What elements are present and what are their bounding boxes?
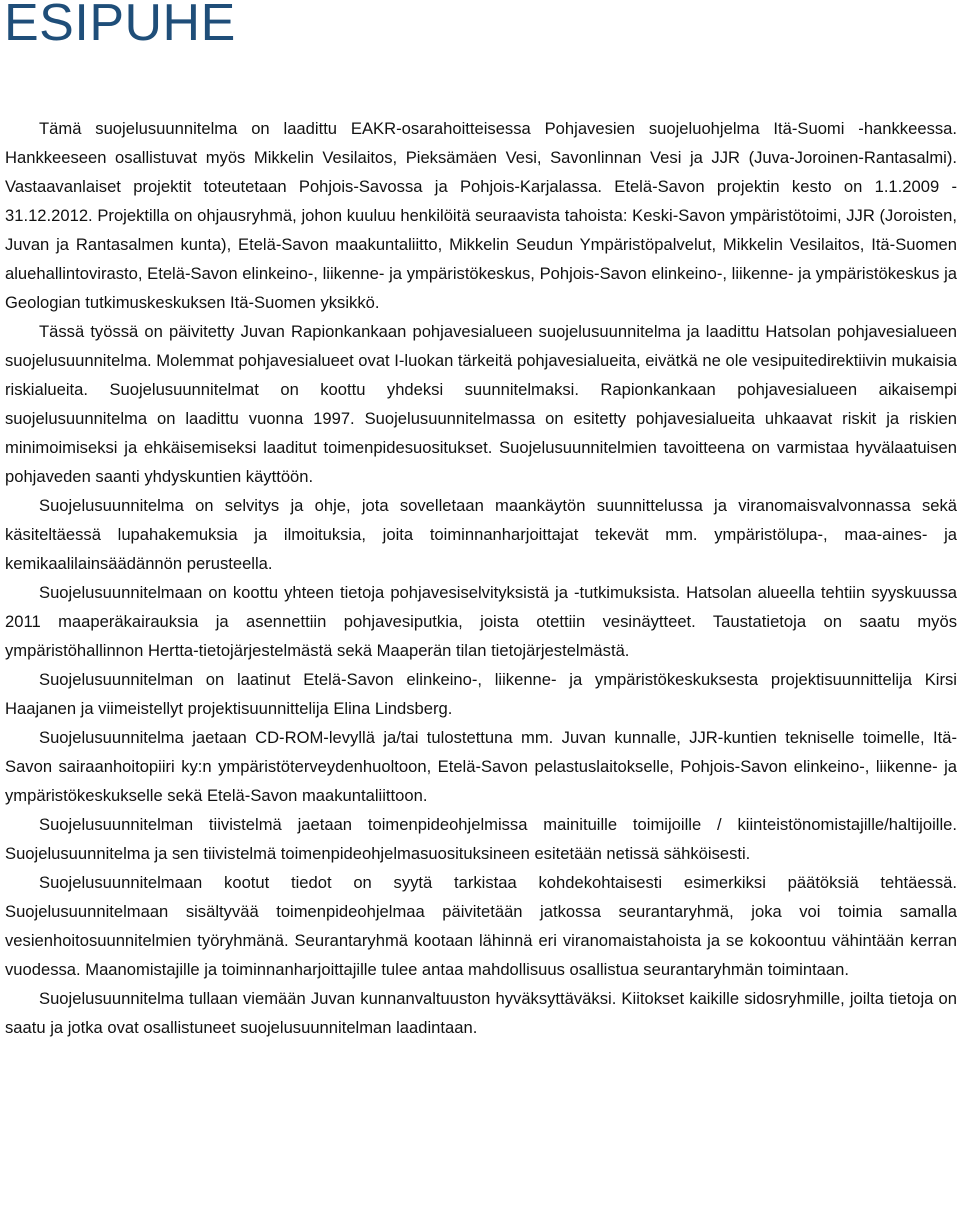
paragraph: Suojelusuunnitelman on laatinut Etelä-Savon elinkeino-, liikenne- ja ympäristökeskuksesta projektisuunnittelija Kirsi Haajanen ja viimeistellyt projektisuunnittelija Elina Lindsberg. <box>5 670 957 718</box>
paragraph: Suojelusuunnitelma tullaan viemään Juvan kunnanvaltuuston hyväksyttäväksi. Kiitokset kaikille sidosryhmille, joilta tietoja on saatu ja jotka ovat osallistuneet suojelusuunnitelman laadintaan. <box>5 989 957 1037</box>
paragraph: Suojelusuunnitelmaan kootut tiedot on syytä tarkistaa kohdekohtaisesti esimerkiksi päätöksiä tehtäessä. Suojelusuunnitelmaan sisältyvää toimenpideohjelmaa päivitetään jatkossa seurantaryhmä, joka voi toimia samalla vesienhoitosuunnitelmien työryhmänä. Seurantaryhmä kootaan lähinnä eri viranomaistahoista ja se kokoontuu vähintään kerran vuodessa. Maanomistajille ja toiminnanharjoittajille tulee antaa mahdollisuus osallistua seurantaryhmän toimintaan. <box>5 873 957 979</box>
paragraph: Suojelusuunnitelma jaetaan CD-ROM-levyllä ja/tai tulostettuna mm. Juvan kunnalle, JJR-kuntien tekniselle toimelle, Itä-Savon sairaanhoitopiiri ky:n ympäristöterveydenhuoltoon, Etelä-Savon pelastuslaitokselle, Pohjois-Savon elinkeino-, liikenne- ja ympäristökeskukselle sekä Etelä-Savon maakuntaliittoon. <box>5 728 957 805</box>
page-title: ESIPUHE <box>4 0 236 52</box>
paragraph: Suojelusuunnitelma on selvitys ja ohje, jota sovelletaan maankäytön suunnittelussa ja viranomaisvalvonnassa sekä käsiteltäessä lupahakemuksia ja ilmoituksia, joita toiminnanharjoittajat tekevät mm. ympäristölupa-, maa-aines- ja kemikaalilainsäädännön perusteella. <box>5 496 957 573</box>
paragraph: Tämä suojelusuunnitelma on laadittu EAKR-osarahoitteisessa Pohjavesien suojeluohjelma Itä-Suomi -hankkeessa. Hankkeeseen osallistuvat myös Mikkelin Vesilaitos, Pieksämäen Vesi, Savonlinnan Vesi ja JJR (Juva-Joroinen-Rantasalmi). Vastaavanlaiset projektit toteutetaan Pohjois-Savossa ja Pohjois-Karjalassa. Etelä-Savon projektin kesto on 1.1.2009 - 31.12.2012. Projektilla on ohjausryhmä, johon kuuluu henkilöitä seuraavista tahoista: Keski-Savon ympäristötoimi, JJR (Joroisten, Juvan ja Rantasalmen kunta), Etelä-Savon maakuntaliitto, Mikkelin Seudun Ympäristöpalvelut, Mikkelin Vesilaitos, Itä-Suomen aluehallintovirasto, Etelä-Savon elinkeino-, liikenne- ja ympäristökeskus, Pohjois-Savon elinkeino-, liikenne- ja ympäristökeskus ja Geologian tutkimuskeskuksen Itä-Suomen yksikkö. <box>5 119 957 312</box>
paragraph: Suojelusuunnitelmaan on koottu yhteen tietoja pohjavesiselvityksistä ja -tutkimuksista. Hatsolan alueella tehtiin syyskuussa 2011 maaperäkairauksia ja asennettiin pohjavesiputkia, joista otettiin vesinäytteet. Taustatietoja on saatu myös ympäristöhallinnon Hertta-tietojärjestelmästä sekä Maaperän tilan tietojärjestelmästä. <box>5 583 957 660</box>
paragraph: Suojelusuunnitelman tiivistelmä jaetaan toimenpideohjelmissa mainituille toimijoille / kiinteistönomistajille/haltijoille. Suojelusuunnitelma ja sen tiivistelmä toimenpideohjelmasuosituksineen esitetään netissä sähköisesti. <box>5 815 957 863</box>
paragraph: Tässä työssä on päivitetty Juvan Rapionkankaan pohjavesialueen suojelusuunnitelma ja laadittu Hatsolan pohjavesialueen suojelusuunnitelma. Molemmat pohjavesialueet ovat I-luokan tärkeitä pohjavesialueita, eivätkä ne ole vesipuitedirektiivin mukaisia riskialueita. Suojelusuunnitelmat on koottu yhdeksi suunnitelmaksi. Rapionkankaan pohjavesialueen aikaisempi suojelusuunnitelma on laadittu vuonna 1997. Suojelusuunnitelmassa on esitetty pohjavesialueita uhkaavat riskit ja riskien minimoimiseksi ja ehkäisemiseksi laaditut toimenpidesuositukset. Suojelusuunnitelmien tavoitteena on varmistaa hyvälaatuisen pohjaveden saanti yhdyskuntien käyttöön. <box>5 322 957 486</box>
body-text <box>5 114 957 1042</box>
